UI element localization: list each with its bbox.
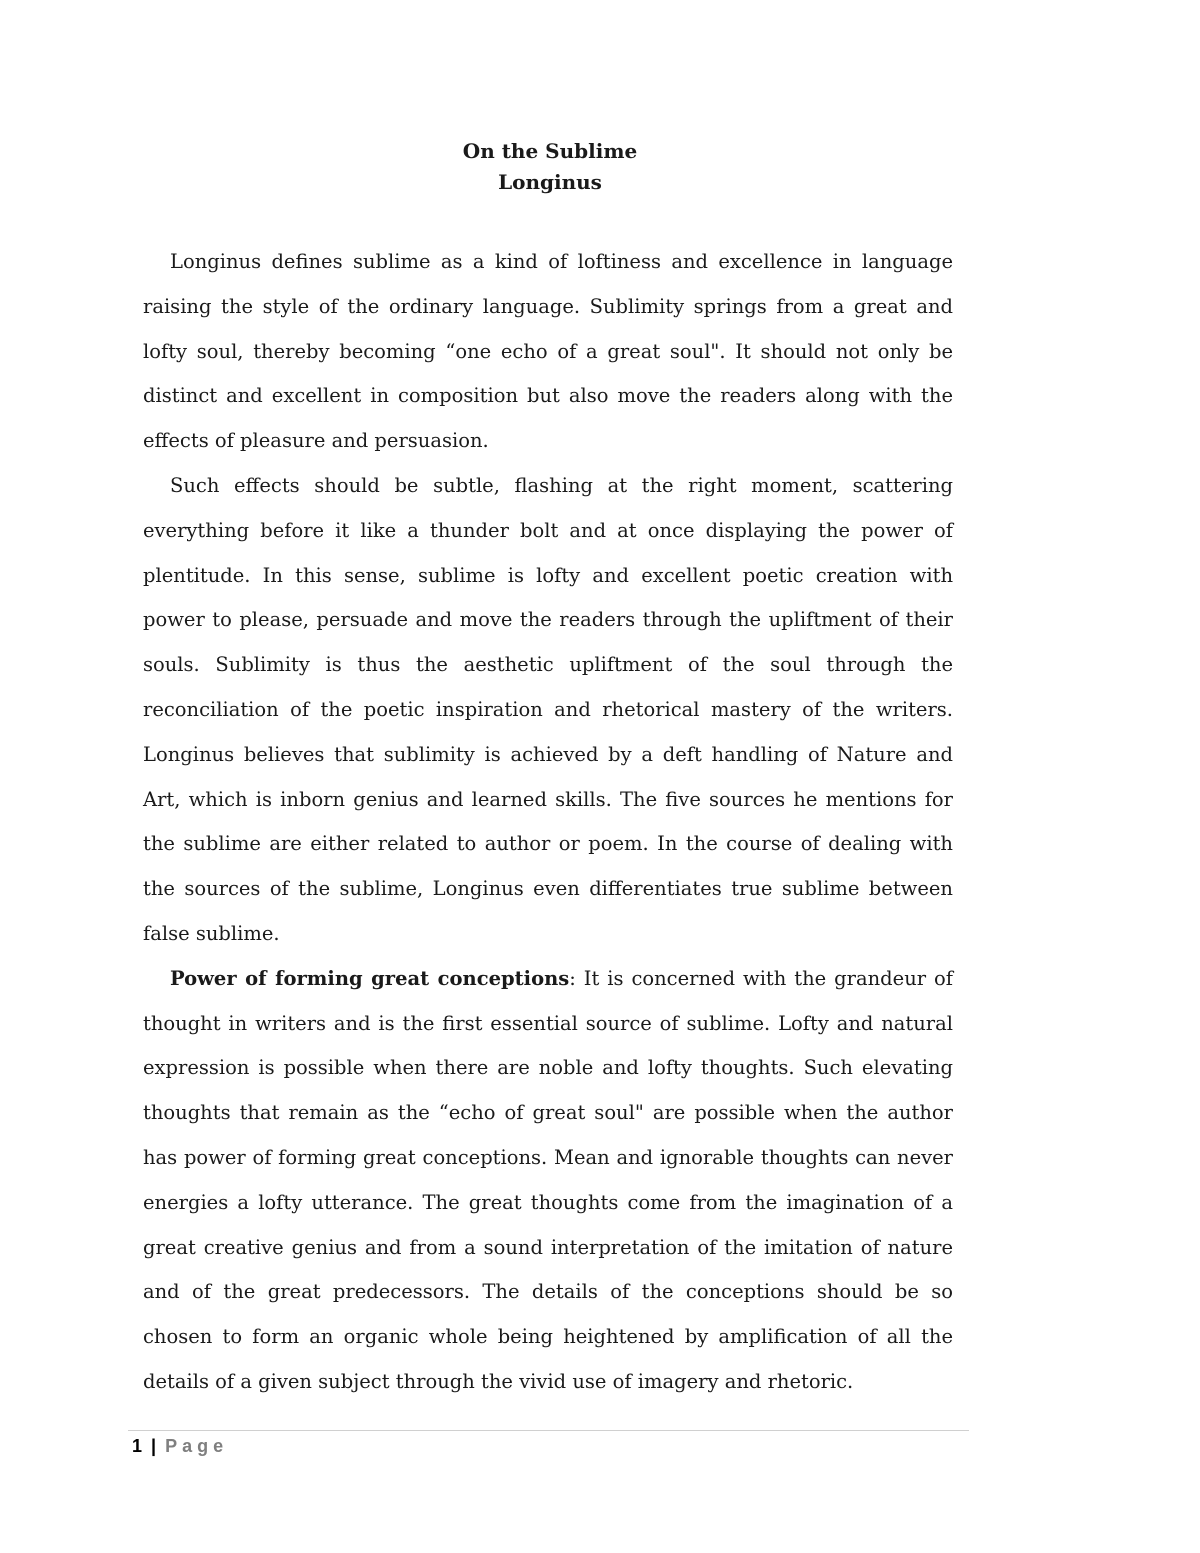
paragraph-3-heading: Power of forming great conceptions xyxy=(170,966,570,990)
page-number: 1 xyxy=(132,1436,143,1456)
paragraph-3-text: : It is concerned with the grandeur of thought in writers and is the first essential source of sublime. Lofty and natural expression is possible when there are noble and lofty thoughts. Such elevating thoughts that remain as the “echo of great soul" are possible when the author has power of forming great conceptions. Mean and ignorable thoughts can never energies a lofty utterance. The great thoughts come from the imagination of a great creative genius and from a sound interpretation of the imitation of nature and of the great predecessors. The details of the conceptions should be so chosen to form an organic whole being heightened by amplification of all the details of a given subject through the vivid use of imagery and rhetoric. xyxy=(143,966,953,1393)
page-footer xyxy=(132,1434,228,1458)
paragraph-3 xyxy=(143,957,953,1405)
document-title: On the Sublime xyxy=(462,139,638,163)
page-label: Page xyxy=(165,1436,229,1456)
body-text xyxy=(143,240,953,1405)
paragraph-1 xyxy=(143,240,953,464)
title-block xyxy=(0,136,1100,198)
paragraph-2-text: Such effects should be subtle, flashing at the right moment, scattering everything before it like a thunder bolt and at once displaying the power of plentitude. In this sense, sublime is lofty and excellent poetic creation with power to please, persuade and move the readers through the upliftment of their souls. Sublimity is thus the aesthetic upliftment of the soul through the reconciliation of the poetic inspiration and rhetorical mastery of the writers. Longinus believes that sublimity is achieved by a deft handling of Nature and Art, which is inborn genius and learned skills. The five sources he mentions for the sublime are either related to author or poem. In the course of dealing with the sources of the sublime, Longinus even differentiates true sublime between false sublime. xyxy=(143,473,953,945)
paragraph-2 xyxy=(143,464,953,957)
document-author: Longinus xyxy=(498,170,602,194)
paragraph-1-text: Longinus defines sublime as a kind of loftiness and excellence in language raising the style of the ordinary language. Sublimity springs from a great and lofty soul, thereby becoming “one echo of a great soul". It should not only be distinct and excellent in composition but also move the readers along with the effects of pleasure and persuasion. xyxy=(143,250,953,453)
footer-divider xyxy=(128,1430,969,1431)
page-separator: | xyxy=(151,1436,157,1456)
